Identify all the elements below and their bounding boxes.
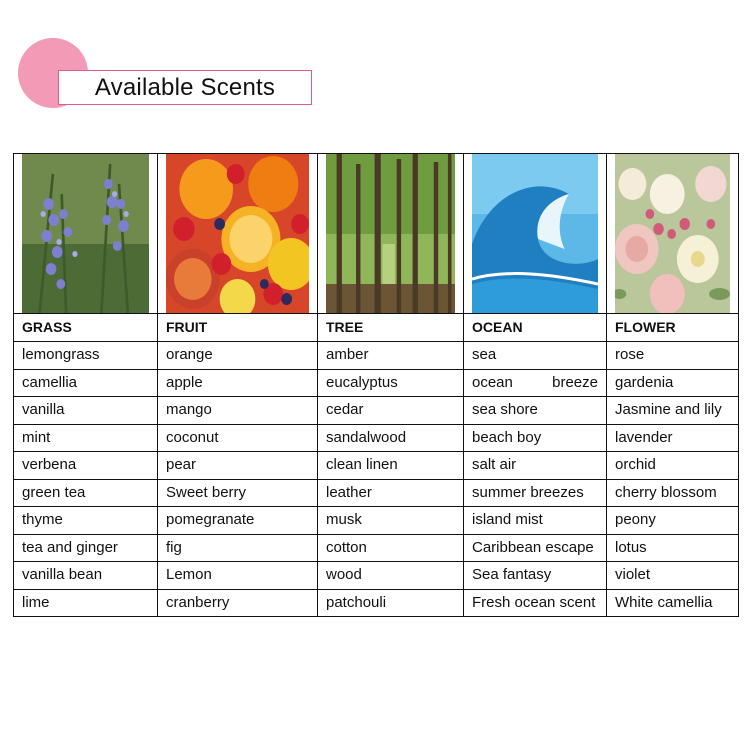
table-cell: Sea fantasy [464,562,607,590]
table-cell: cotton [318,534,464,562]
table-cell: vanilla [14,397,158,425]
table-cell: lemongrass [14,342,158,370]
tree-image [318,154,464,314]
table-cell: mint [14,424,158,452]
table-row [14,369,739,397]
table-cell: peony [607,507,739,535]
flower-image [607,154,739,314]
table-cell: pomegranate [158,507,318,535]
table-row [14,589,739,617]
table-cell: rose [607,342,739,370]
table-row [14,397,739,425]
table-cell: mango [158,397,318,425]
table-row [14,342,739,370]
table-cell: sea [464,342,607,370]
table-cell: wood [318,562,464,590]
grass-image-art [22,154,149,313]
table-cell: cherry blossom [607,479,739,507]
table-cell: coconut [158,424,318,452]
image-row [14,154,739,314]
table-cell: patchouli [318,589,464,617]
table-cell: amber [318,342,464,370]
table-cell: Fresh ocean scent [464,589,607,617]
fruit-image [158,154,318,314]
table-cell: cedar [318,397,464,425]
table-row [14,424,739,452]
table-cell: camellia [14,369,158,397]
header-row [14,314,739,342]
table-cell: vanilla bean [14,562,158,590]
table-cell: eucalyptus [318,369,464,397]
table-row [14,507,739,535]
table-cell: Sweet berry [158,479,318,507]
column-header-flower: FLOWER [607,314,739,342]
table-cell: clean linen [318,452,464,480]
table-cell: musk [318,507,464,535]
table-cell: orange [158,342,318,370]
column-header-tree: TREE [318,314,464,342]
ocean-image-art [472,154,598,313]
table-cell: violet [607,562,739,590]
table-cell: verbena [14,452,158,480]
table-row [14,534,739,562]
column-header-fruit: FRUIT [158,314,318,342]
table-cell: apple [158,369,318,397]
table-cell: lavender [607,424,739,452]
table-cell: gardenia [607,369,739,397]
table-cell: thyme [14,507,158,535]
grass-image [14,154,158,314]
title-box [58,70,312,105]
column-header-ocean: OCEAN [464,314,607,342]
table-cell: fig [158,534,318,562]
table-cell: beach boy [464,424,607,452]
table-cell: island mist [464,507,607,535]
flower-image-art [615,154,730,313]
column-header-grass: GRASS [14,314,158,342]
page-title: Available Scents [94,73,276,101]
table-cell: orchid [607,452,739,480]
table-cell: pear [158,452,318,480]
fruit-image-art [166,154,309,313]
table-cell: Caribbean escape [464,534,607,562]
table-row [14,562,739,590]
ocean-image [464,154,607,314]
table-cell: cranberry [158,589,318,617]
table-cell: sea shore [464,397,607,425]
table-cell: green tea [14,479,158,507]
table-row [14,452,739,480]
table-cell: ocean breeze [464,369,607,397]
tree-image-art [326,154,455,313]
table-cell: lime [14,589,158,617]
table-cell: White camellia [607,589,739,617]
table-cell: sandalwood [318,424,464,452]
table-cell: Jasmine and lily [607,397,739,425]
scents-table [13,153,739,617]
table-cell: lotus [607,534,739,562]
table-cell: tea and ginger [14,534,158,562]
table-cell: summer breezes [464,479,607,507]
table-cell: Lemon [158,562,318,590]
table-cell: leather [318,479,464,507]
table-row [14,479,739,507]
table-cell: salt air [464,452,607,480]
